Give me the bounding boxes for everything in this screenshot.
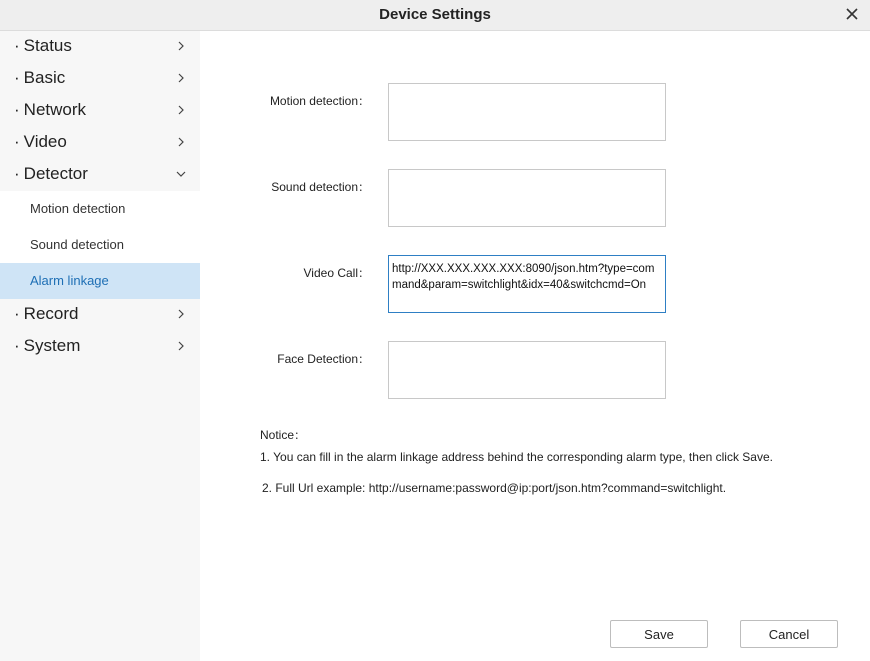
- chevron-right-icon: [176, 137, 186, 147]
- chevron-down-icon: [176, 169, 186, 179]
- sidebar-subitem-alarm-linkage[interactable]: Alarm linkage: [0, 263, 200, 299]
- sidebar-item-record[interactable]: [0, 299, 200, 331]
- sidebar-item-detector[interactable]: [0, 159, 200, 191]
- bullet: ·: [14, 36, 20, 55]
- sidebar-item-system[interactable]: [0, 331, 200, 363]
- chevron-right-icon: [176, 341, 186, 351]
- main-panel: [200, 31, 870, 661]
- chevron-right-icon: [176, 41, 186, 51]
- bullet: ·: [14, 68, 20, 87]
- sidebar-item-label: Record: [23, 304, 79, 323]
- sound-detection-input[interactable]: [388, 169, 666, 227]
- bullet: ·: [14, 304, 20, 323]
- notice-title: Notice：: [260, 428, 307, 442]
- face-detection-label: Face Detection：: [277, 352, 370, 366]
- bullet: ·: [14, 164, 20, 183]
- sidebar-subitem-motion-detection[interactable]: Motion detection: [0, 191, 200, 227]
- sidebar-item-label: System: [23, 336, 81, 355]
- motion-detection-input[interactable]: [388, 83, 666, 141]
- sidebar-item-label: Video: [23, 132, 67, 151]
- bullet: ·: [14, 100, 20, 119]
- bullet: ·: [14, 132, 20, 151]
- sidebar: [0, 31, 200, 661]
- chevron-right-icon: [176, 309, 186, 319]
- notice-line-2: 2. Full Url example: http://username:password@ip:port/json.htm?command=switchlight.: [262, 481, 727, 495]
- sidebar-item-label: Network: [23, 100, 87, 119]
- sidebar-item-network[interactable]: [0, 95, 200, 127]
- video-call-input[interactable]: http://XXX.XXX.XXX.XXX:8090/json.htm?type=command&param=switchlight&idx=40&switchcmd=On: [388, 255, 666, 313]
- title-bar: [0, 0, 870, 31]
- sidebar-item-label: Basic: [23, 68, 66, 87]
- sidebar-item-basic[interactable]: [0, 63, 200, 95]
- chevron-right-icon: [176, 105, 186, 115]
- bullet: ·: [14, 336, 20, 355]
- face-detection-input[interactable]: [388, 341, 666, 399]
- window-title: Device Settings: [379, 6, 491, 23]
- sidebar-item-video[interactable]: [0, 127, 200, 159]
- sidebar-item-status[interactable]: [0, 31, 200, 63]
- chevron-right-icon: [176, 73, 186, 83]
- notice-line-1: 1. You can fill in the alarm linkage address behind the corresponding alarm type, then click Save.: [260, 450, 773, 464]
- motion-detection-label: Motion detection：: [269, 94, 370, 108]
- sound-detection-label: Sound detection：: [271, 180, 370, 194]
- cancel-button[interactable]: Cancel: [740, 620, 838, 648]
- sidebar-item-label: Detector: [23, 164, 88, 183]
- video-call-label: Video Call：: [303, 266, 370, 280]
- sidebar-subitem-sound-detection[interactable]: Sound detection: [0, 227, 200, 263]
- close-icon[interactable]: [842, 4, 862, 24]
- save-button[interactable]: Save: [610, 620, 708, 648]
- sidebar-item-label: Status: [23, 36, 72, 55]
